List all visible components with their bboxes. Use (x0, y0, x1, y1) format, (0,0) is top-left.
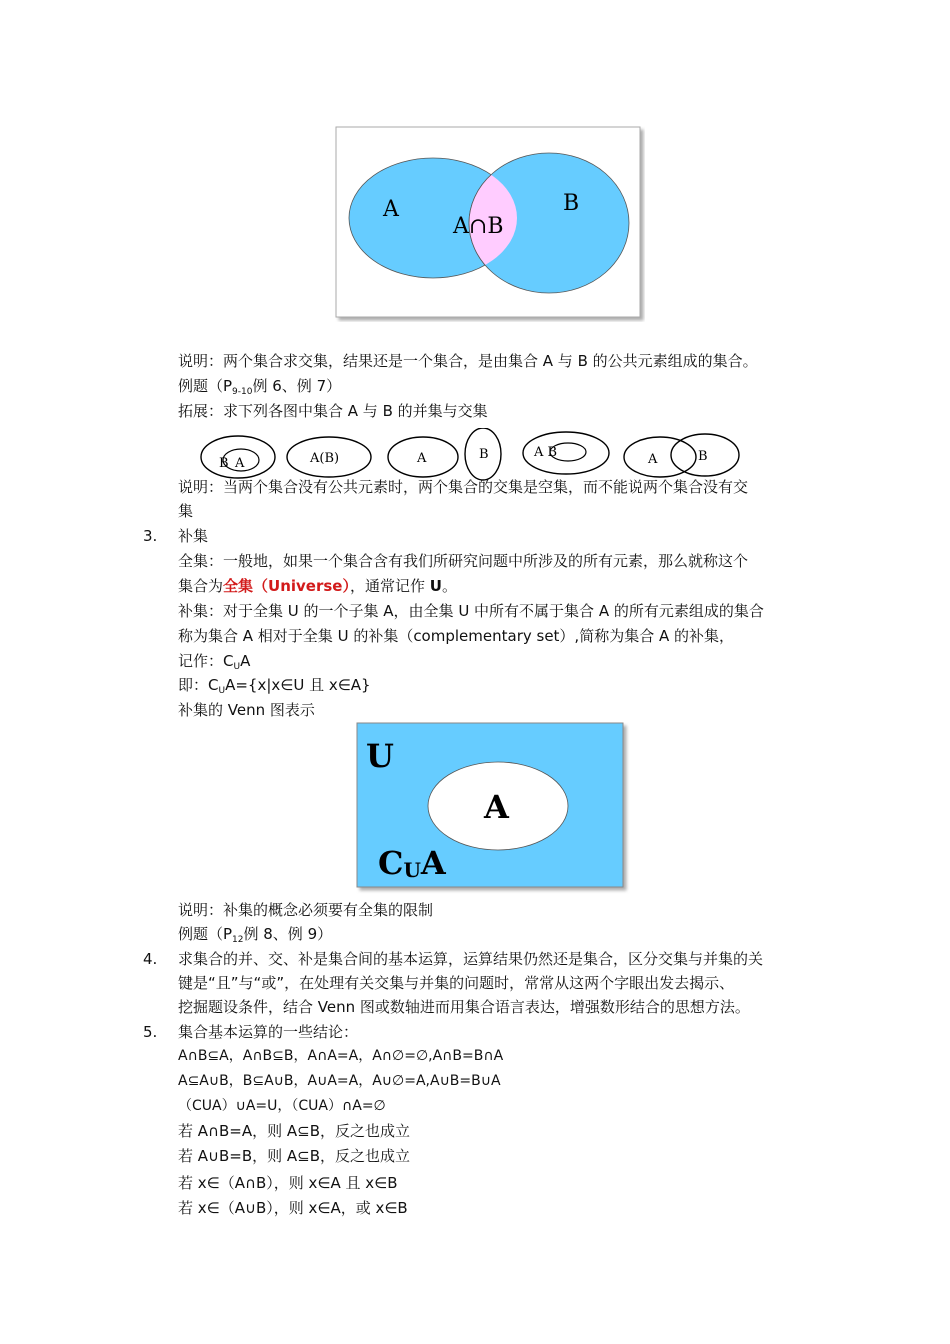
text-line: 集合为全集（Universe），通常记作 U。 (178, 577, 457, 595)
intersection-venn-svg (335, 126, 645, 322)
text-line: 记作：$C_UA$ (178, 652, 251, 672)
d5-label-b: B (698, 449, 708, 464)
text-line: 挖掘题设条件，结合 Venn 图或数轴进而用集合语言表达，增强数形结合的思想方法。 (178, 998, 750, 1016)
label-complement: CUA (378, 844, 446, 882)
formula-line: A⊆A∪B，B⊆A∪B，A∪A=A，A∪∅=A,A∪B=B∪A (178, 1073, 501, 1089)
intersection-venn-figure (335, 126, 645, 322)
text-line: 例题（$P_{9-10}$例 6、例 7） (178, 377, 342, 397)
list-number: 5. (143, 1023, 158, 1041)
text-line: 求集合的并、交、补是集合间的基本运算，运算结果仍然还是集合，区分交集与并集的关 (178, 950, 764, 968)
text-line: 补集的 Venn 图表示 (178, 701, 315, 719)
text-line: 若 A∪B=B，则 A⊆B，反之也成立 (178, 1147, 411, 1165)
formula-line: A∩B⊆A，A∩B⊆B，A∩A=A，A∩∅=∅,A∩B=B∩A (178, 1048, 504, 1064)
text-line: 说明：两个集合求交集，结果还是一个集合，是由集合 A 与 B 的公共元素组成的集合。 (178, 352, 758, 370)
list-number: 3. (143, 527, 158, 545)
text-line: 集合基本运算的一些结论： (178, 1023, 359, 1041)
d3-label-a: A (417, 451, 427, 466)
formula-line: （CUA）∪A=U，（CUA）∩A=∅ (178, 1098, 386, 1114)
label-a: A (383, 197, 399, 222)
d2-label: A(B) (310, 451, 340, 466)
text-line: 若 A∩B=A，则 A⊆B，反之也成立 (178, 1122, 411, 1140)
text-line: 说明：补集的概念必须要有全集的限制 (178, 901, 434, 919)
list-number: 4. (143, 950, 158, 968)
complement-venn-figure (356, 722, 630, 894)
d1-label-b: B (219, 456, 229, 471)
small-diagrams-row (195, 428, 755, 484)
text-line: 说明：当两个集合没有公共元素时，两个集合的交集是空集，而不能说两个集合没有交 (178, 478, 749, 496)
text-line: 若 x∈（A∪B），则 x∈A，或 x∈B (178, 1199, 408, 1217)
d3-label-b: B (479, 447, 489, 462)
text-line: 补集：对于全集 U 的一个子集 A，由全集 U 中所有不属于集合 A 的所有元素组成的集合 (178, 602, 764, 620)
small-diagrams-svg (195, 428, 755, 484)
text-line: 键是“且”与“或”，在处理有关交集与并集的问题时，常常从这两个字眼出发去揭示、 (178, 974, 735, 992)
d4-label: A B (534, 445, 558, 460)
text-line: 拓展：求下列各图中集合 A 与 B 的并集与交集 (178, 402, 488, 420)
text-line: 若 x∈（A∩B），则 x∈A 且 x∈B (178, 1174, 398, 1192)
d5-ellipse-a (624, 437, 696, 477)
label-b: B (563, 191, 580, 216)
d1-label-a: A (235, 456, 245, 471)
text-line: 即：$C_UA=\{x|x\in U$ 且 x∈A} (178, 676, 371, 696)
label-a: A (484, 788, 509, 826)
text-line: 例题（$P_{12}$例 8、例 9） (178, 925, 333, 945)
label-universe: U (366, 737, 394, 775)
d5-label-a: A (648, 452, 658, 467)
text-line: 集 (178, 502, 194, 520)
label-a-intersect-b: A∩B (453, 214, 504, 239)
text-line: 称为集合 A 相对于全集 U 的补集（complementary set）,简称为集合 A 的补集， (178, 627, 734, 645)
complement-venn-svg (356, 722, 630, 894)
text-line: 全集：一般地，如果一个集合含有我们所研究问题中所涉及的所有元素，那么就称这个 (178, 552, 749, 570)
section-title: 补集 (178, 527, 209, 545)
